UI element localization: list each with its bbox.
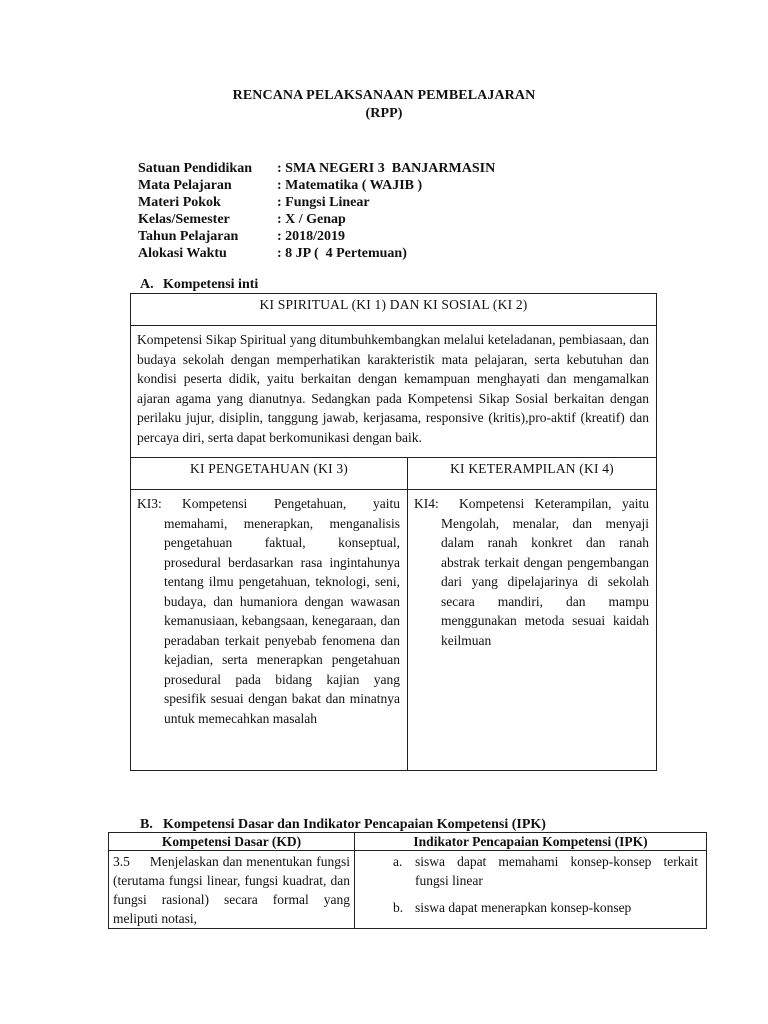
section-b-heading <box>140 817 546 833</box>
section-letter: B. <box>140 817 153 832</box>
info-label: Materi Pokok <box>138 195 221 210</box>
info-label: Mata Pelajaran <box>138 178 232 193</box>
kd-header: Kompetensi Dasar (KD) <box>109 833 355 851</box>
info-label: Kelas/Semester <box>138 212 230 227</box>
info-label: Alokasi Waktu <box>138 246 227 261</box>
info-value: : Matematika ( WAJIB ) <box>277 178 423 193</box>
kd-ipk-table <box>108 832 707 929</box>
info-value: : 8 JP ( 4 Pertemuan) <box>277 246 407 261</box>
info-label: Satuan Pendidikan <box>138 161 252 176</box>
info-row-mapel <box>138 177 495 194</box>
section-letter: A. <box>140 277 154 292</box>
ki3-header: KI PENGETAHUAN (KI 3) <box>131 458 408 490</box>
ki-spiritual-text: Kompetensi Sikap Spiritual yang ditumbuhkembangkan melalui keteladanan, pembiasaan, dan budaya sekolah dengan memperhatikan karakteristik mata pelajaran, serta kebutuhan dan kondisi peserta didik, yaitu berkaitan dengan kemampuan menghayati dan mengamalkan ajaran agama yang dianutnya. Sedangkan pada Kompetensi Sikap Sosial berkaitan dengan perilaku jujur, disiplin, tanggung jawab, kerjasama, responsive (kritis),pro-aktif (kreatif) dan percaya diri, serta dapat berkomunikasi dengan baik. <box>131 326 657 458</box>
ki-spiritual-header: KI SPIRITUAL (KI 1) DAN KI SOSIAL (KI 2) <box>131 294 657 326</box>
ki4-cell <box>408 490 657 771</box>
ipk-item <box>359 852 702 890</box>
section-a-heading <box>140 277 258 293</box>
info-value: : Fungsi Linear <box>277 195 370 210</box>
identity-block <box>138 160 495 262</box>
info-value: : X / Genap <box>277 212 346 227</box>
ki3-text: Kompetensi Pengetahuan, yaitu memahami, menerapkan, menganalisis pengetahuan faktual, konseptual, prosedural berdasarkan rasa ingintahunya tentang ilmu pengetahuan, teknologi, seni, budaya, dan humaniora dengan wawasan kemanusiaan, kebangsaan, kenegaraan, dan peradaban terkait penyebab fenomena dan kejadian, serta menerapkan pengetahuan prosedural pada bidang kajian yang spesifik sesuai dengan bakat dan minatnya untuk memecahkan masalah <box>164 496 400 726</box>
ipk-item <box>359 898 702 917</box>
ipk-header: Indikator Pencapaian Kompetensi (IPK) <box>355 833 707 851</box>
ipk-letter: b. <box>393 900 404 915</box>
document-subtitle: (RPP) <box>365 106 403 121</box>
ki4-text: Kompetensi Keterampilan, yaitu Mengolah, menalar, dan menyaji dalam ranah konkret dan ranah abstrak terkait dengan pengembangan dari yang dipelajarinya di sekolah secara mandiri, dan mampu menggunakan metoda sesuai kaidah keilmuan <box>441 496 649 648</box>
info-label: Tahun Pelajaran <box>138 229 239 244</box>
info-row-tahun <box>138 228 495 245</box>
section-title: Kompetensi inti <box>163 277 259 292</box>
info-row-materi <box>138 194 495 211</box>
document-title: RENCANA PELAKSANAAN PEMBELAJARAN <box>232 88 536 103</box>
ki3-cell <box>131 490 408 771</box>
kd-text: 3.5 Menjelaskan dan menentukan fungsi (terutama fungsi linear, fungsi kuadrat, dan fungsi rasional) secara formal yang meliputi notasi, <box>109 851 355 929</box>
info-value: : 2018/2019 <box>277 229 346 244</box>
ipk-cell <box>355 851 707 929</box>
ki4-header: KI KETERAMPILAN (KI 4) <box>408 458 657 490</box>
ki3-lead: KI3: <box>137 496 162 511</box>
info-row-satuan <box>138 160 495 177</box>
ki4-lead: KI4: <box>414 496 439 511</box>
ipk-text: siswa dapat menerapkan konsep-konsep <box>415 900 632 915</box>
ipk-letter: a. <box>393 854 403 869</box>
kompetensi-inti-table <box>130 293 657 771</box>
info-value: : SMA NEGERI 3 BANJARMASIN <box>277 161 496 176</box>
ipk-text: siswa dapat memahami konsep-konsep terkait fungsi linear <box>415 854 698 888</box>
info-row-alokasi <box>138 245 495 262</box>
info-row-kelas <box>138 211 495 228</box>
section-title: Kompetensi Dasar dan Indikator Pencapaian Kompetensi (IPK) <box>163 817 546 832</box>
